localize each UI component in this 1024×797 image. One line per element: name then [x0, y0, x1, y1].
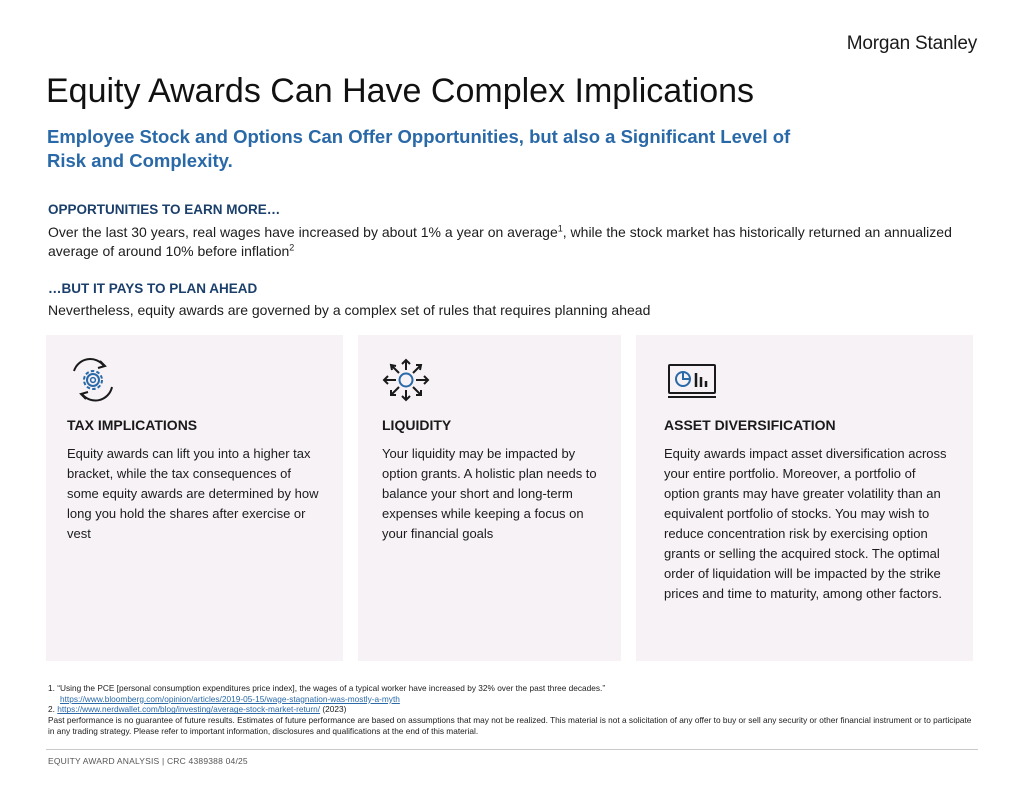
card-title: TAX IMPLICATIONS [67, 417, 198, 433]
footnote-1-link[interactable]: https://www.bloomberg.com/opinion/articles/2019-05-15/wage-stagnation-was-mostly-a-myth [60, 693, 400, 704]
page-title: Equity Awards Can Have Complex Implications [46, 72, 755, 110]
footnote-2-prefix: 2. [48, 704, 58, 715]
gear-cycle-icon [66, 357, 122, 403]
opportunities-text-part-a: Over the last 30 years, real wages have increased by about 1% a year on average [48, 224, 558, 240]
card-tax-implications [46, 335, 343, 661]
card-liquidity [358, 335, 621, 661]
footnote-2-link[interactable]: https://www.nerdwallet.com/blog/investing/average-stock-market-return/ [57, 704, 321, 715]
monitor-chart-icon [666, 357, 722, 403]
footnote-ref-1: 1 [557, 223, 563, 234]
card-body: Your liquidity may be impacted by option grants. A holistic plan needs to balance your short and long-term expenses while keeping a focus on your financial goals [382, 446, 597, 541]
footer-label: EQUITY AWARD ANALYSIS | CRC 4389388 04/25 [48, 756, 248, 766]
plan-ahead-heading: …BUT IT PAYS TO PLAN AHEAD [48, 281, 258, 296]
card-title: ASSET DIVERSIFICATION [664, 417, 836, 433]
expanding-arrows-icon [380, 357, 436, 403]
footnote-ref-2: 2 [289, 242, 295, 253]
card-title: LIQUIDITY [382, 417, 452, 433]
plan-ahead-text: Nevertheless, equity awards are governed by a complex set of rules that requires planning ahead [48, 302, 651, 318]
footnote-2 [48, 704, 978, 715]
brand-logo: Morgan Stanley [846, 33, 977, 54]
footnote-1: 1. “Using the PCE [personal consumption expenditures price index], the wages of a typical worker have increased by 32% over the past three decades.” [48, 683, 606, 693]
opportunities-heading: OPPORTUNITIES TO EARN MORE… [48, 202, 281, 217]
opportunities-text [48, 223, 978, 261]
card-asset-diversification [636, 335, 973, 661]
card-body: Equity awards can lift you into a higher tax bracket, while the tax consequences of some equity awards are determined by how long you hold the shares after exercise or vest [67, 446, 319, 541]
footnote-2-suffix: (2023) [320, 704, 347, 715]
footer-divider [46, 749, 978, 750]
footnote-1-source [48, 694, 978, 705]
page-subtitle: Employee Stock and Options Can Offer Opportunities, but also a Significant Level of Risk and Complexity. [47, 126, 791, 171]
footnotes [48, 683, 978, 737]
disclaimer-text: Past performance is no guarantee of future results. Estimates of future performance are based on assumptions that may not be realized. This material is not a solicitation of any offer to buy or sell any security or other financial instrument or to participate in any trading strategy. Please refer to important information, disclosures and qualifications at the end of this material. [48, 715, 972, 736]
opportunities-text-part-b: , while the stock market has historically returned an annualized average of around 10% before inflation [48, 224, 952, 259]
card-body: Equity awards impact asset diversification across your entire portfolio. Moreover, a portfolio of option grants may have greater volatility than an equivalent portfolio of stocks. You may wish to reduce concentration risk by exercising option grants or selling the acquired stock. The optimal order of liquidation will be impacted by the strike prices and time to maturity, among other factors. [664, 446, 947, 601]
